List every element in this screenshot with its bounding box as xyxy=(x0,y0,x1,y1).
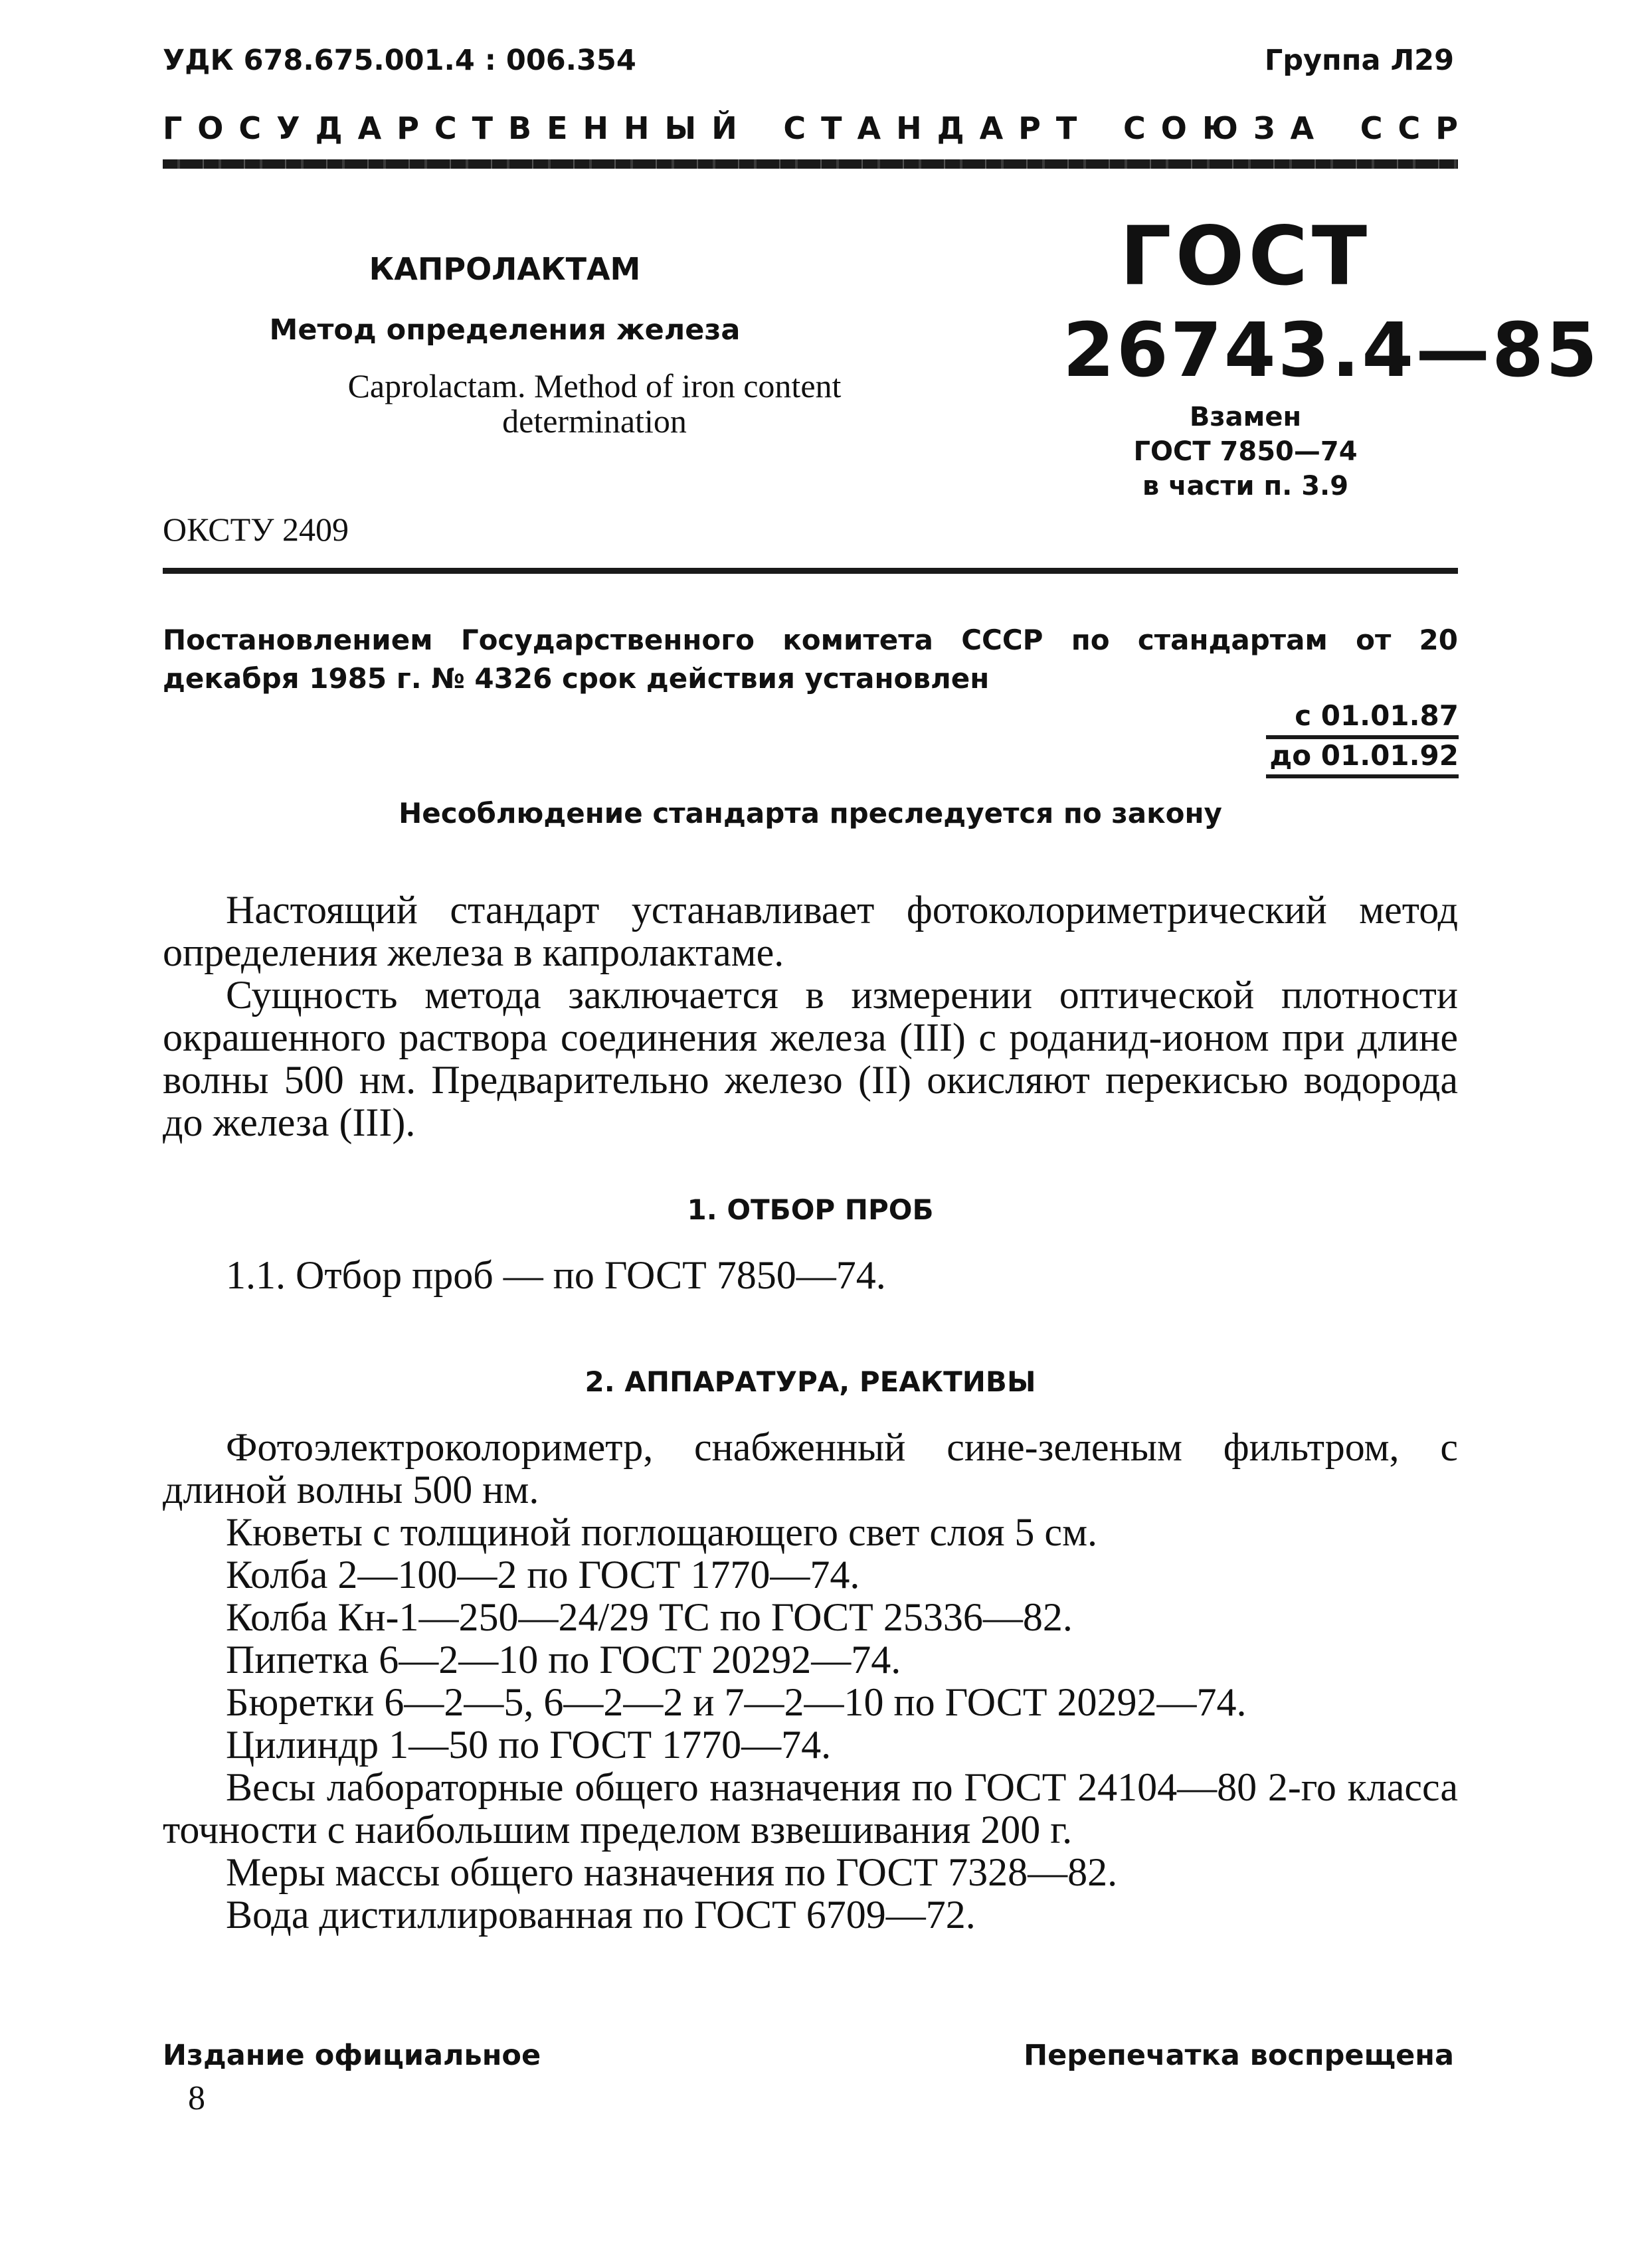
document-subtitle: Метод определения железа xyxy=(269,313,741,347)
intro-paragraph: Сущность метода заключается в измерении оптической плотности окрашенного раствора соединения железа (III) с роданид-ионом при длине волны 500 нм. Предварительно железо (II) окисляют перекисью водорода до железа (III). xyxy=(163,973,1458,1144)
penalty-notice: Несоблюдение стандарта преследуется по закону xyxy=(399,797,1222,829)
reprint-note: Перепечатка воспрещена xyxy=(1024,2039,1454,2072)
section-2-body xyxy=(163,1426,1458,1936)
section-1-body xyxy=(163,1254,1458,1296)
decree-text: Постановлением Государственного комитета СССР по стандартам от 20 декабря 1985 г. № 4326 срок действия установлен xyxy=(163,624,1458,695)
section-1-heading: 1. ОТБОР ПРОБ xyxy=(687,1193,934,1226)
state-word-4: ССР xyxy=(1360,110,1473,146)
state-word-1: ГОСУДАРСТВЕННЫЙ xyxy=(163,110,753,146)
equipment-item: Колба Кн-1—250—24/29 ТС по ГОСТ 25336—82. xyxy=(226,1595,1073,1639)
okstu-code: ОКСТУ 2409 xyxy=(163,511,349,548)
equipment-item: Фотоэлектроколориметр, снабженный сине-зеленым фильтром, с длиной волны 500 нм. xyxy=(163,1425,1458,1512)
udk-code: УДК 678.675.001.4 : 006.354 xyxy=(163,44,636,77)
equipment-item: Цилиндр 1—50 по ГОСТ 1770—74. xyxy=(226,1723,832,1767)
section-1-item: 1.1. Отбор проб — по ГОСТ 7850—74. xyxy=(226,1253,886,1297)
equipment-item: Вода дистиллированная по ГОСТ 6709—72. xyxy=(226,1893,976,1937)
validity-underline-2 xyxy=(1266,774,1459,778)
equipment-item: Весы лабораторные общего назначения по ГОСТ 24104—80 2-го класса точности с наибольшим пределом взвешивания 200 г. xyxy=(163,1765,1458,1852)
equipment-item: Бюретки 6—2—5, 6—2—2 и 7—2—10 по ГОСТ 20292—74. xyxy=(226,1680,1247,1724)
replaces-block xyxy=(1096,400,1395,503)
page-number: 8 xyxy=(188,2079,205,2117)
header-divider xyxy=(163,159,1458,169)
valid-to: до 01.01.92 xyxy=(1269,739,1459,772)
edition-note: Издание официальное xyxy=(163,2039,541,2072)
state-standard-line xyxy=(163,110,1473,146)
replaces-label: Взамен xyxy=(1189,402,1302,432)
document-title: КАПРОЛАКТАМ xyxy=(369,251,641,287)
valid-from: с 01.01.87 xyxy=(1295,699,1459,732)
gost-label: ГОСТ xyxy=(1119,209,1372,304)
equipment-item: Меры массы общего назначения по ГОСТ 7328—82. xyxy=(226,1850,1118,1894)
equipment-item: Пипетка 6—2—10 по ГОСТ 20292—74. xyxy=(226,1638,901,1682)
replaces-gost: ГОСТ 7850—74 xyxy=(1133,436,1358,467)
state-word-2: СТАНДАРТ xyxy=(783,110,1093,146)
intro-section xyxy=(163,889,1458,1144)
intro-paragraph: Настоящий стандарт устанавливает фотоколориметрический метод определения железа в капролактаме. xyxy=(163,888,1458,974)
title-divider xyxy=(163,568,1458,574)
gost-number: 26743.4—85 xyxy=(1063,307,1599,394)
replaces-part: в части п. 3.9 xyxy=(1142,471,1349,501)
group-code: Группа Л29 xyxy=(1264,44,1454,77)
state-word-3: СОЮЗА xyxy=(1123,110,1330,146)
english-title: Caprolactam. Method of iron content determination xyxy=(347,367,842,440)
validity-underline-1 xyxy=(1266,735,1459,739)
equipment-item: Колба 2—100—2 по ГОСТ 1770—74. xyxy=(226,1553,860,1597)
equipment-item: Кюветы с толщиной поглощающего свет слоя 5 см. xyxy=(226,1510,1098,1554)
section-2-heading: 2. АППАРАТУРА, РЕАКТИВЫ xyxy=(585,1365,1036,1398)
